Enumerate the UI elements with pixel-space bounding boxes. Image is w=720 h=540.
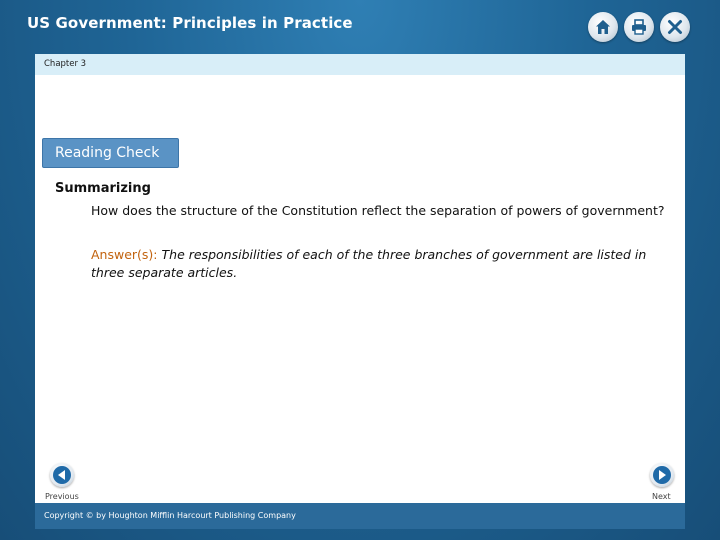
arrow-left-icon bbox=[52, 465, 72, 485]
close-icon bbox=[666, 18, 684, 36]
close-button[interactable] bbox=[660, 12, 690, 42]
header-toolbar bbox=[588, 12, 690, 42]
reading-check-tab: Reading Check bbox=[42, 138, 179, 168]
next-label[interactable]: Next bbox=[652, 492, 671, 501]
home-button[interactable] bbox=[588, 12, 618, 42]
home-icon bbox=[594, 18, 612, 36]
print-button[interactable] bbox=[624, 12, 654, 42]
answer-label: Answer(s): bbox=[91, 247, 158, 262]
answer-text: The responsibilities of each of the three branches of government are listed in three separate articles. bbox=[91, 247, 647, 280]
content-panel bbox=[35, 75, 685, 503]
previous-label[interactable]: Previous bbox=[45, 492, 79, 501]
print-icon bbox=[630, 18, 648, 36]
previous-button[interactable] bbox=[50, 463, 74, 487]
page-title: US Government: Principles in Practice bbox=[27, 14, 353, 32]
chapter-bar bbox=[35, 54, 685, 75]
arrow-right-icon bbox=[652, 465, 672, 485]
footer-bar bbox=[35, 503, 685, 529]
copyright-text: Copyright © by Houghton Mifflin Harcourt Publishing Company bbox=[44, 511, 296, 520]
next-button[interactable] bbox=[650, 463, 674, 487]
answer-block bbox=[91, 246, 671, 282]
skill-heading: Summarizing bbox=[55, 181, 151, 196]
chapter-label: Chapter 3 bbox=[44, 59, 87, 69]
question-text: How does the structure of the Constitution reflect the separation of powers of government? bbox=[91, 203, 665, 218]
